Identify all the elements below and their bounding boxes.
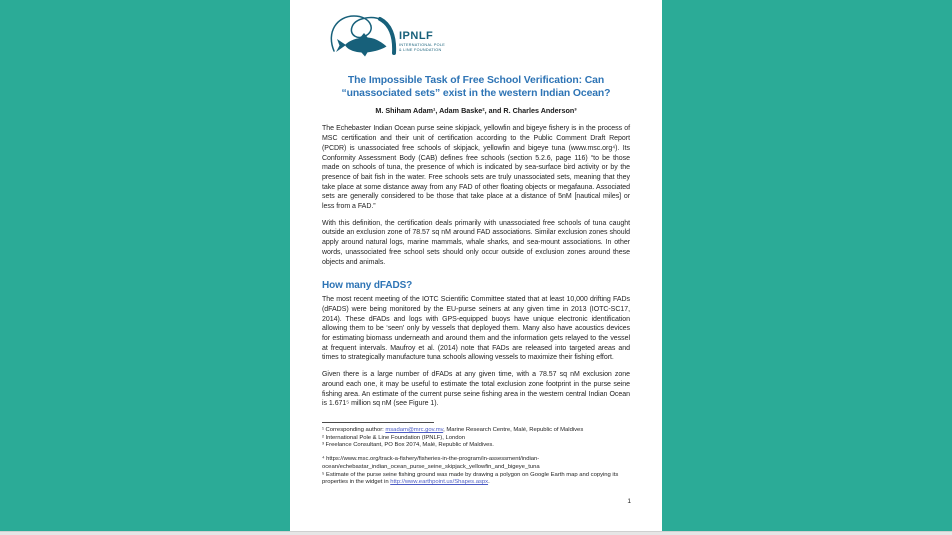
footnote-separator [322, 422, 434, 423]
page-number: 1 [627, 498, 631, 505]
footnotes [322, 427, 630, 487]
footnote-1-email-link[interactable]: msadam@mrc.gov.mv [385, 426, 444, 433]
logo-acronym: IPNLF [399, 30, 434, 42]
ipnlf-logo-graphic [326, 10, 446, 60]
document-page [290, 0, 662, 535]
footnote-1-suffix: , Marine Research Centre, Malé, Republic of Maldives [443, 426, 584, 433]
footnote-5-url-link[interactable]: http://www.earthpoint.us/Shapes.aspx [390, 479, 489, 486]
paper-body [322, 124, 630, 409]
footnote-1-text: ¹ Corresponding author: [322, 426, 386, 433]
footnote-5-suffix: . [488, 479, 490, 486]
intro-paragraph-2: With this definition, the certification deals primarily with unassociated free schools of tuna caught outside an exclusion zone of 78.57 sq nM around FAD associations. Similar exclusion zones should apply around natural logs, marine mammals, whale sharks, and sea-mount associations. In other words, unassociated free school sets should only occur outside of exclusion zones around these objects and animals. [322, 219, 630, 266]
footnote-2: ² International Pole & Line Foundation (IPNLF), London [322, 434, 466, 441]
footnote-5-text: ⁵ Estimate of the purse seine fishing ground was made by drawing a polygon on Google Earth map and copying its properties in the widget in [322, 471, 619, 486]
ipnlf-logo [326, 10, 630, 60]
page-content [290, 0, 662, 487]
intro-paragraph-1: The Echebaster Indian Ocean purse seine skipjack, yellowfin and bigeye fishery is in the process of MSC certification and their unit of certification according to the Public Comment Draft Report (PCDR) is unassociated free schools of skipjack, yellowfin and bigeye tuna (www.msc.org⁴). Its Conformity Assessment Body (CAB) defines free schools (section 5.2.6, page 116) “to be those made on schools of tuna, the presence of which is indicated by sea-surface bird activity or by the presence of bait fish in the water. Free schools sets are truly unassociated sets, meaning that they take place at some distance away from any FAD of other floating objects or megafauna. Associated sets are generally considered to be those that take place at a distance of 5nM [nautical miles] or less from a FAD.” [322, 125, 630, 211]
section-paragraph-1: The most recent meeting of the IOTC Scientific Committee stated that at least 10,000 drifting FADs (dFADS) were being monitored by the EU-purse seiners at any given time in 2013 (IOTC-SC17, 2014). These dFADs and logs with GPS-equipped buoys have unique electronic identification allowing them to be ‘seen’ only by vessels that deployed them. Many also have acoustics devices for estimating biomass underneath and around them and the information gets relayed to the vessel at frequent intervals. Maufroy et al. (2014) note that FADs are released into targeted areas and times to strategically manufacture tuna schools allowing vessels to maximize their fishing effort. [322, 296, 630, 362]
logo-subtitle-line2: & LINE FOUNDATION [399, 48, 442, 52]
logo-subtitle-line1: INTERNATIONAL POLE [399, 43, 446, 47]
section-heading-how-many-dfads: How many dFADS? [322, 280, 413, 292]
footnote-1 [322, 427, 630, 435]
window-bottom-scrollbar[interactable] [0, 531, 952, 535]
footnote-4: ⁴ https://www.msc.org/track-a-fishery/fisheries-in-the-program/in-assessment/indian-ocean/echebastar_indian_ocean_purse_seine_skipjack_yellowfin_and_bigeye_tuna [322, 456, 540, 470]
footnote-5 [322, 472, 630, 487]
section-paragraph-2: Given there is a large number of dFADs at any given time, with a 78.57 sq nM exclusion zone around each one, it may be useful to estimate the total exclusion zone footprint in the purse seine fishing area. An estimate of the current purse seine fishing area in the western central Indian Ocean is 1.671⁵ million sq nM (see Figure 1). [322, 371, 630, 408]
tuna-fish-icon [336, 33, 387, 57]
footnote-3: ³ Freelance Consultant, PO Box 2074, Malé, Republic of Maldives. [322, 442, 494, 449]
paper-title: The Impossible Task of Free School Verification: Can “unassociated sets” exist in the western Indian Ocean? [341, 75, 611, 100]
paper-authors: M. Shiham Adam¹, Adam Baske², and R. Charles Anderson³ [375, 106, 577, 116]
